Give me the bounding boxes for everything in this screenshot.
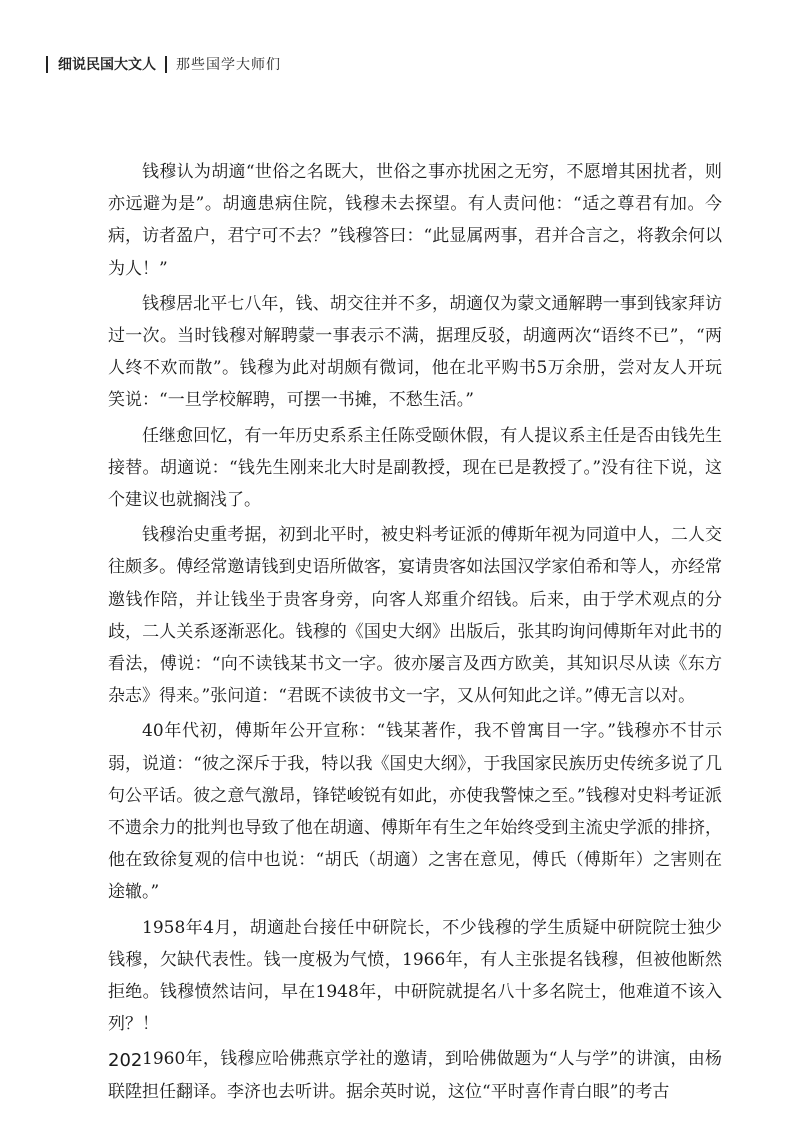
paragraph: 1960年，钱穆应哈佛燕京学社的邀请，到哈佛做题为“人与学”的讲演，由杨联陞担任翻译。李济也去听讲。据余英时说，这位“平时喜作青白眼”的考古 (108, 1049, 722, 1102)
book-title: 细说民国大文人 (58, 57, 156, 73)
paragraph: 1958年4月，胡適赴台接任中研院长，不少钱穆的学生质疑中研院院士独少钱穆，欠缺代表性。钱一度极为气愤，1966年，有人主张提名钱穆，但被他断然拒绝。钱穆愤然诘问，早在1948年，中研院就提名八十多名院士，他难道不该入列？！ (108, 917, 722, 1035)
header-divider (46, 56, 48, 73)
header-divider (165, 56, 167, 73)
paragraph: 钱穆居北平七八年，钱、胡交往并不多，胡適仅为蒙文通解聘一事到钱家拜访过一次。当时钱穆对解聘蒙一事表示不满，据理反驳，胡適两次“语终不已”，“两人终不欢而散”。钱穆为此对胡颇有微词，他在北平购书5万余册，尝对友人开玩笑说：“一旦学校解聘，可摆一书摊，不愁生活。” (108, 293, 722, 411)
page-number: 202 (108, 1050, 143, 1071)
running-header (46, 52, 281, 76)
paragraph: 40年代初，傅斯年公开宣称：“钱某著作，我不曾寓目一字。”钱穆亦不甘示弱，说道：“彼之深斥于我，特以我《国史大纲》，于我国家民族历史传统多说了几句公平话。彼之意气激昂，锋铓峻锐有如此，亦使我警悚之至。”钱穆对史料考证派不遗余力的批判也导致了他在胡適、傅斯年有生之年始终受到主流史学派的排挤，他在致徐复观的信中也说：“胡氏（胡適）之害在意见，傅氏（傅斯年）之害则在途辙。” (108, 721, 722, 903)
paragraph: 钱穆认为胡適“世俗之名既大，世俗之事亦扰困之无穷，不愿增其困扰者，则亦远避为是”。胡適患病住院，钱穆未去探望。有人责问他：“适之尊君有加。今病，访者盈户，君宁可不去？”钱穆答曰：“此显属两事，君并合言之，将教余何以为人！” (108, 162, 722, 279)
paragraph: 钱穆治史重考据，初到北平时，被史料考证派的傅斯年视为同道中人，二人交往颇多。傅经常邀请钱到史语所做客，宴请贵客如法国汉学家伯希和等人，亦经常邀钱作陪，并让钱坐于贵客身旁，向客人郑重介绍钱。后来，由于学术观点的分歧，二人关系逐渐恶化。钱穆的《国史大纲》出版后，张其昀询问傅斯年对此书的看法，傅说：“向不读钱某书文一字。彼亦屡言及西方欧美，其知识尽从读《东方杂志》得来。”张问道：“君既不读彼书文一字，又从何知此之详。”傅无言以对。 (108, 525, 722, 707)
paragraph: 任继愈回忆，有一年历史系系主任陈受颐休假，有人提议系主任是否由钱先生接替。胡適说：“钱先生刚来北大时是副教授，现在已是教授了。”没有往下说，这个建议也就搁浅了。 (108, 425, 722, 511)
section-title: 那些国学大师们 (176, 57, 281, 73)
body-text (108, 156, 722, 1111)
